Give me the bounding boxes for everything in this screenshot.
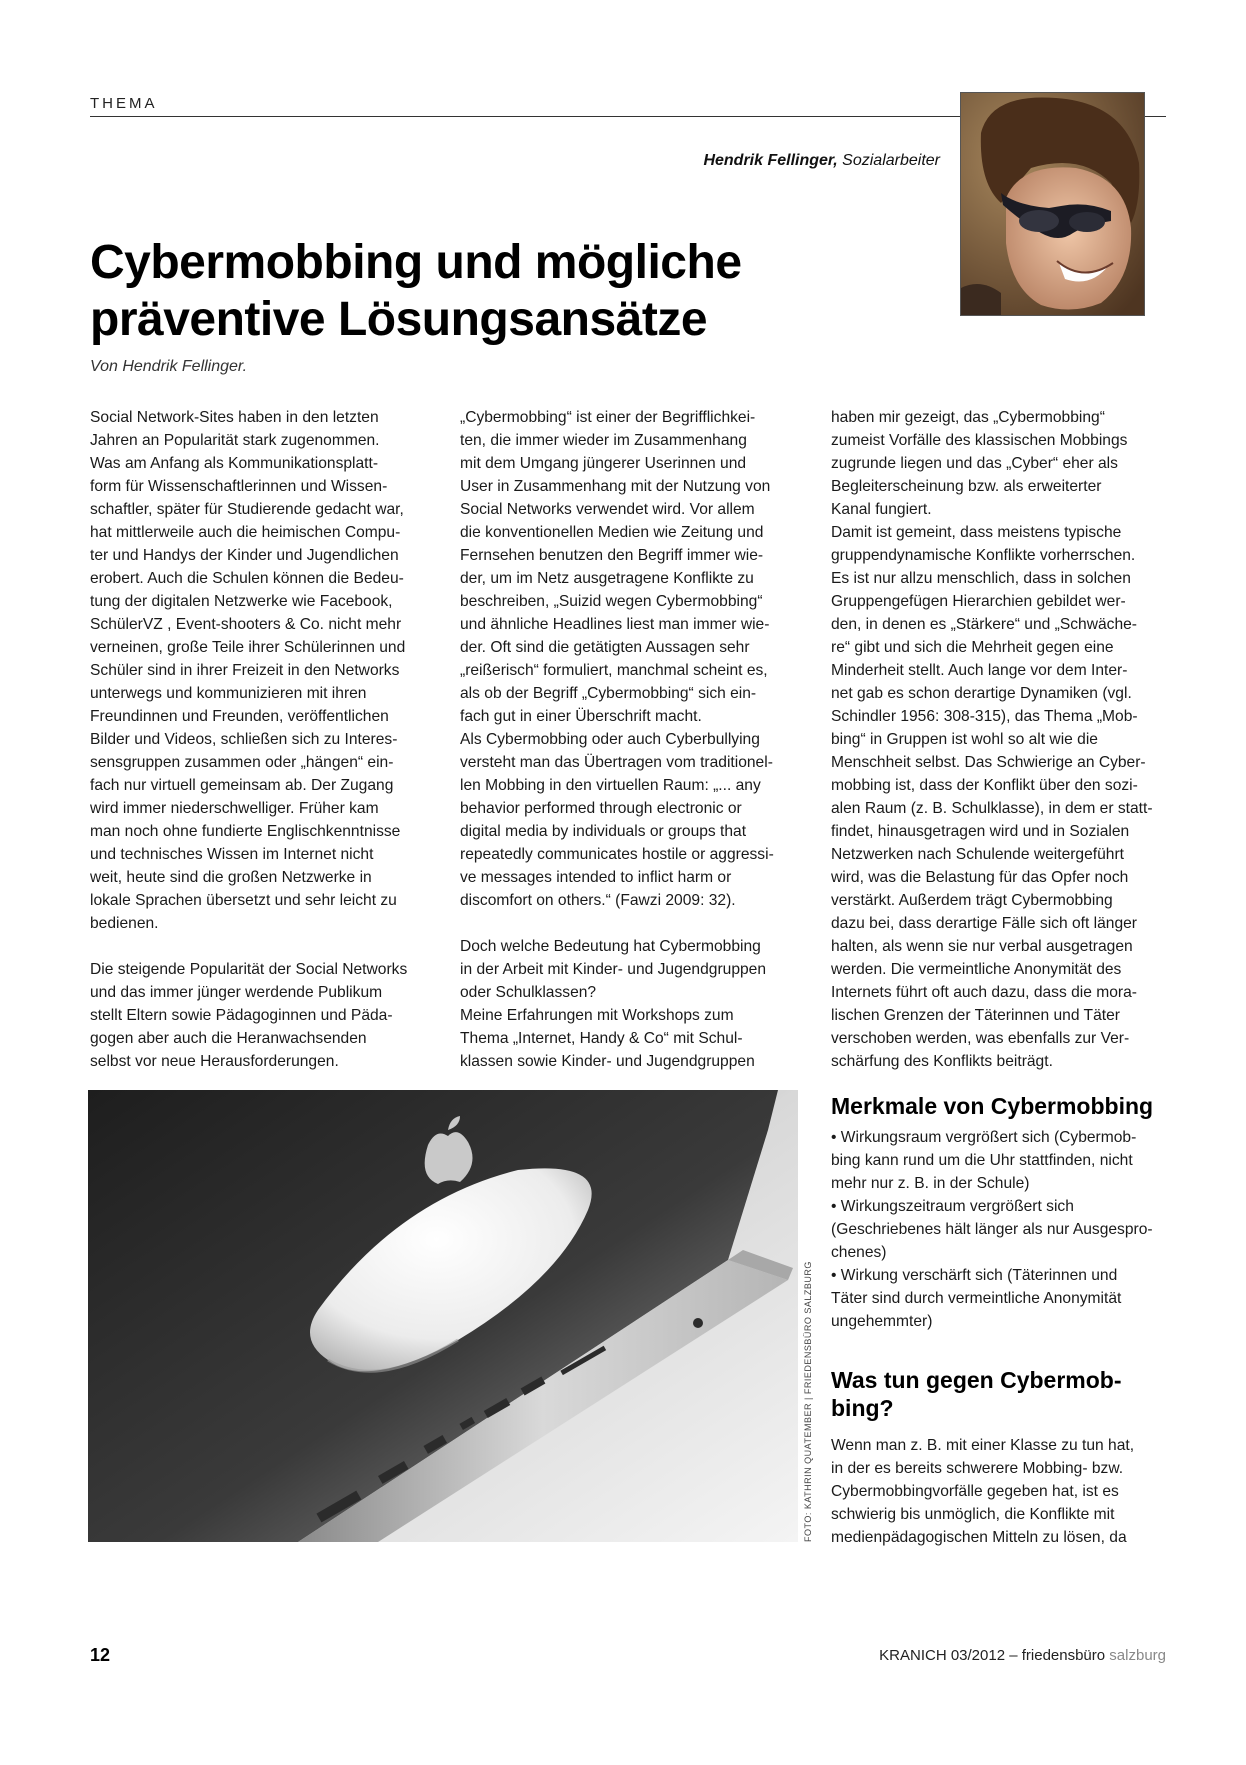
subheading-text: Was tun gegen Cybermob- bing? <box>831 1367 1122 1421</box>
portrait-illustration <box>961 93 1144 315</box>
paragraph: haben mir gezeigt, das „Cybermobbing“ zumeist Vorfälle des klassischen Mobbings zugrunde liegen und das „Cyber“ eher als Begleiterscheinung bzw. als erweiterter Kanal fungiert. Damit ist gemeint, dass meistens typische gruppendynamische Konflikte vorherrschen. Es ist nur allzu menschlich, dass in solchen Gruppengefügen Hierarchien gebildet wer- den, in denen es „Stärkere“ und „Schwäche- re“ gibt und sich die Mehrheit gegen eine Minderheit stellt. Auch lange vor dem Inter- net gab es schon derartige Dynamiken (vgl. Schindler 1956: 308-315), das Thema „Mob- bing“ in Gruppen ist wohl so alt wie die Menschheit selbst. Das Schwierige an Cyber- mobbing ist, dass der Konflikt über den sozi- alen Raum (z. B. Schulklasse), in dem er statt- findet, hinausgetragen wird und in Sozialen Netzwerken nach Schulende weitergeführt wird, was die Belastung für das Opfer noch verstärkt. Außerdem trägt Cybermobbing dazu bei, dass derartige Fälle sich oft länger halten, als wenn sie nur verbal ausgetragen werden. Die vermeintliche Anonymität des Internets führt oft auch dazu, dass die mora- lischen Grenzen der Täterinnen und Täter verschoben werden, was ebenfalls zur Ver- schärfung des Konflikts beiträgt. <box>831 409 1153 1070</box>
paragraph: Social Network-Sites haben in den letzten Jahren an Popularität stark zugenommen. Was am Anfang als Kommunikationsplatt- form für Wissenschaftlerinnen und Wissen- schaftler, später für Studierende gedacht war, hat mittlerweile auch die heimischen Compu- ter und Handys der Kinder und Jugendlichen erobert. Auch die Schulen können die Bedeu- tung der digitalen Netzwerke wie Facebook, SchülerVZ , Event-shooters & Co. nicht mehr verneinen, große Teile ihrer Schülerinnen und Schüler sind in ihrer Freizeit in den Networks unterwegs und kommunizieren mit ihren Freundinnen und Freunden, veröffentlichen Bilder und Videos, schließen sich zu Interes- sensgruppen zusammen oder „hängen“ ein- fach nur virtuell gemeinsam ab. Der Zugang wird immer niederschwelliger. Früher kam man noch ohne fundierte Englischkenntnisse und technisches Wissen im Internet nicht weit, heute sind die großen Netzwerke in lokale Sprachen übersetzt und sehr leicht zu bedienen. <box>90 409 406 932</box>
photo-credit: FOTO: KATHRIN QUATEMBER | FRIEDENSBÜRO SALZBURG <box>803 1261 813 1542</box>
publication-footer <box>879 1647 1166 1664</box>
laptop-mouse-photo <box>88 1090 798 1542</box>
text-column-3-end <box>831 1434 1171 1549</box>
article-title: Cybermobbing und mögliche präventive Lösungsansätze <box>90 236 742 346</box>
paragraph: Die steigende Popularität der Social Networks und das immer jünger werdende Publikum stellt Eltern sowie Pädagoginnen und Päda- gogen aber auch die Heranwachsenden selbst vor neue Herausforderungen. <box>90 961 408 1070</box>
byline-role: Sozialarbeiter <box>842 152 940 169</box>
page-number: 12 <box>90 1645 111 1665</box>
byline-name: Hendrik Fellinger, <box>703 152 838 169</box>
text-column-1 <box>90 406 430 1073</box>
paragraph: Doch welche Bedeutung hat Cybermobbing in der Arbeit mit Kinder- und Jugendgruppen oder Schulklassen? Meine Erfahrungen mit Workshops zum Thema „Internet, Handy & Co“ mit Schul- klassen sowie Kinder- und Jugendgruppen <box>460 938 767 1070</box>
publication-accent: salzburg <box>1109 1647 1166 1664</box>
paragraph: Wenn man z. B. mit einer Klasse zu tun hat, in der es bereits schwerere Mobbing- bzw. Cybermobbingvorfälle gegeben hat, ist es schwierig bis unmöglich, die Konflikte mit medienpädagogischen Mitteln zu lösen, da <box>831 1437 1135 1546</box>
article-author: Von Hendrik Fellinger. <box>90 358 248 375</box>
section-label: THEMA <box>90 95 158 112</box>
photo-illustration <box>88 1090 798 1542</box>
subheading-was-tun <box>831 1366 1161 1422</box>
portrait-caption <box>703 152 940 170</box>
list-item: • Wirkungsraum vergrößert sich (Cybermob- bing kann rund um die Uhr stattfinden, nicht mehr nur z. B. in der Schule) • Wirkungszeitraum vergrößert sich (Geschriebenes hält länger als nur Ausgespro- chenes) • Wirkung verschärft sich (Täterinnen und Täter sind durch vermeintliche Anonymität ungehemmter) <box>831 1129 1153 1330</box>
paragraph: „Cybermobbing“ ist einer der Begrifflichkei- ten, die immer wieder im Zusammenhang mit dem Umgang jüngerer Userinnen und User in Zusammenhang mit der Nutzung von Social Networks verwendet wird. Vor allem die konventionellen Medien wie Zeitung und Fernsehen benutzen den Begriff immer wie- der, um im Netz ausgetragene Konflikte zu beschreiben, „Suizid wegen Cybermobbing“ und ähnliche Headlines liest man immer wie- der. Oft sind die getätigten Aussagen sehr „reißerisch“ formuliert, manchmal scheint es, als ob der Begriff „Cybermobbing“ sich ein- fach gut in einer Überschrift macht. Als Cybermobbing oder auch Cyberbullying versteht man das Übertragen vom traditionel- len Mobbing in den virtuellen Raum: „... any behavior performed through electronic or digital media by individuals or groups that repeatedly communicates hostile or aggressi- ve messages intended to inflict harm or discomfort on others.“ (Fawzi 2009: 32). <box>460 409 774 909</box>
publication-name: KRANICH 03/2012 – friedensbüro <box>879 1647 1106 1664</box>
text-column-2 <box>460 406 800 1073</box>
author-portrait <box>960 92 1145 316</box>
subheading-merkmale: Merkmale von Cybermobbing <box>831 1093 1154 1119</box>
bullet-list <box>831 1126 1171 1333</box>
text-column-3 <box>831 406 1171 1073</box>
